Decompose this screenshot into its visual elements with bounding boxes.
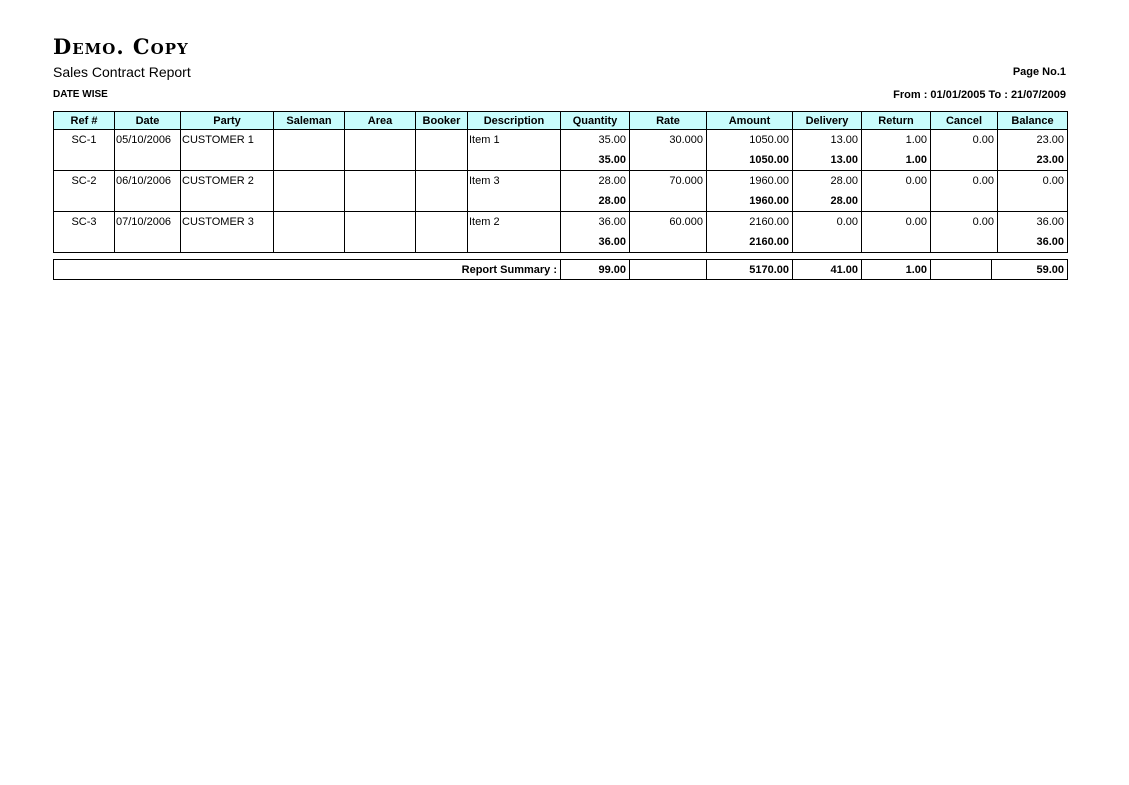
column-header-delivery: Delivery	[793, 112, 862, 130]
summary-rate	[630, 260, 707, 280]
cell-quantity: 35.00	[561, 130, 630, 151]
cell-balance: 0.00	[998, 171, 1068, 192]
summary-balance: 59.00	[992, 260, 1068, 280]
cell-rate: 60.000	[630, 212, 707, 233]
cell-return: 1.00	[862, 130, 931, 151]
cell-cancel: 0.00	[931, 171, 998, 192]
report-summary	[53, 259, 1068, 280]
subtotal-delivery: 28.00	[793, 191, 862, 212]
date-range: From : 01/01/2005 To : 21/07/2009	[893, 89, 1066, 101]
subtotal-balance: 36.00	[998, 232, 1068, 253]
column-header-cancel: Cancel	[931, 112, 998, 130]
subtotal-amount: 1960.00	[707, 191, 793, 212]
subtotal-balance: 23.00	[998, 150, 1068, 171]
subtotal-row	[54, 150, 1068, 171]
cell-description: Item 1	[468, 130, 561, 151]
column-header-area: Area	[345, 112, 416, 130]
subtotal-balance	[998, 191, 1068, 212]
cell-cancel: 0.00	[931, 130, 998, 151]
cell-delivery: 13.00	[793, 130, 862, 151]
summary-amount: 5170.00	[707, 260, 793, 280]
sort-label: DATE WISE	[53, 89, 108, 100]
subtotal-cancel	[931, 232, 998, 253]
column-header-quantity: Quantity	[561, 112, 630, 130]
page-number: Page No.1	[1012, 66, 1066, 78]
subtotal-amount: 1050.00	[707, 150, 793, 171]
summary-cancel	[931, 260, 992, 280]
cell-saleman	[274, 212, 345, 233]
cell-rate: 30.000	[630, 130, 707, 151]
cell-party: CUSTOMER 1	[181, 130, 274, 151]
column-header-balance: Balance	[998, 112, 1068, 130]
cell-return: 0.00	[862, 171, 931, 192]
cell-saleman	[274, 130, 345, 151]
summary-label: Report Summary :	[54, 260, 561, 280]
cell-area	[345, 130, 416, 151]
cell-ref: SC-1	[54, 130, 115, 151]
subtotal-row	[54, 232, 1068, 253]
cell-party: CUSTOMER 3	[181, 212, 274, 233]
column-header-saleman: Saleman	[274, 112, 345, 130]
cell-party: CUSTOMER 2	[181, 171, 274, 192]
column-header-ref: Ref #	[54, 112, 115, 130]
cell-saleman	[274, 171, 345, 192]
column-header-return: Return	[862, 112, 931, 130]
cell-date: 07/10/2006	[115, 212, 181, 233]
subtotal-cancel	[931, 191, 998, 212]
table-row	[54, 130, 1068, 151]
subtotal-row	[54, 191, 1068, 212]
subtotal-cancel	[931, 150, 998, 171]
subtotal-quantity: 36.00	[561, 232, 630, 253]
cell-balance: 23.00	[998, 130, 1068, 151]
subtotal-delivery: 13.00	[793, 150, 862, 171]
subtotal-return: 1.00	[862, 150, 931, 171]
summary-return: 1.00	[862, 260, 931, 280]
cell-area	[345, 212, 416, 233]
cell-date: 05/10/2006	[115, 130, 181, 151]
cell-delivery: 28.00	[793, 171, 862, 192]
cell-booker	[416, 212, 468, 233]
cell-amount: 1960.00	[707, 171, 793, 192]
cell-delivery: 0.00	[793, 212, 862, 233]
company-name: Demo. Copy	[53, 34, 189, 59]
cell-rate: 70.000	[630, 171, 707, 192]
cell-amount: 1050.00	[707, 130, 793, 151]
summary-delivery: 41.00	[793, 260, 862, 280]
subtotal-delivery	[793, 232, 862, 253]
cell-date: 06/10/2006	[115, 171, 181, 192]
table-row	[54, 171, 1068, 192]
column-header-date: Date	[115, 112, 181, 130]
cell-balance: 36.00	[998, 212, 1068, 233]
table-row	[54, 212, 1068, 233]
subtotal-quantity: 28.00	[561, 191, 630, 212]
cell-ref: SC-2	[54, 171, 115, 192]
cell-area	[345, 171, 416, 192]
cell-description: Item 2	[468, 212, 561, 233]
cell-cancel: 0.00	[931, 212, 998, 233]
cell-booker	[416, 171, 468, 192]
summary-row	[54, 260, 1068, 280]
column-header-booker: Booker	[416, 112, 468, 130]
cell-quantity: 36.00	[561, 212, 630, 233]
subtotal-quantity: 35.00	[561, 150, 630, 171]
cell-return: 0.00	[862, 212, 931, 233]
subtotal-return	[862, 191, 931, 212]
cell-description: Item 3	[468, 171, 561, 192]
subtotal-return	[862, 232, 931, 253]
cell-quantity: 28.00	[561, 171, 630, 192]
cell-booker	[416, 130, 468, 151]
column-header-amount: Amount	[707, 112, 793, 130]
report-table	[53, 111, 1068, 253]
cell-amount: 2160.00	[707, 212, 793, 233]
column-header-rate: Rate	[630, 112, 707, 130]
table-header-row	[54, 112, 1068, 130]
report-title: Sales Contract Report	[53, 64, 191, 80]
column-header-description: Description	[468, 112, 561, 130]
subtotal-amount: 2160.00	[707, 232, 793, 253]
summary-quantity: 99.00	[561, 260, 630, 280]
cell-ref: SC-3	[54, 212, 115, 233]
column-header-party: Party	[181, 112, 274, 130]
